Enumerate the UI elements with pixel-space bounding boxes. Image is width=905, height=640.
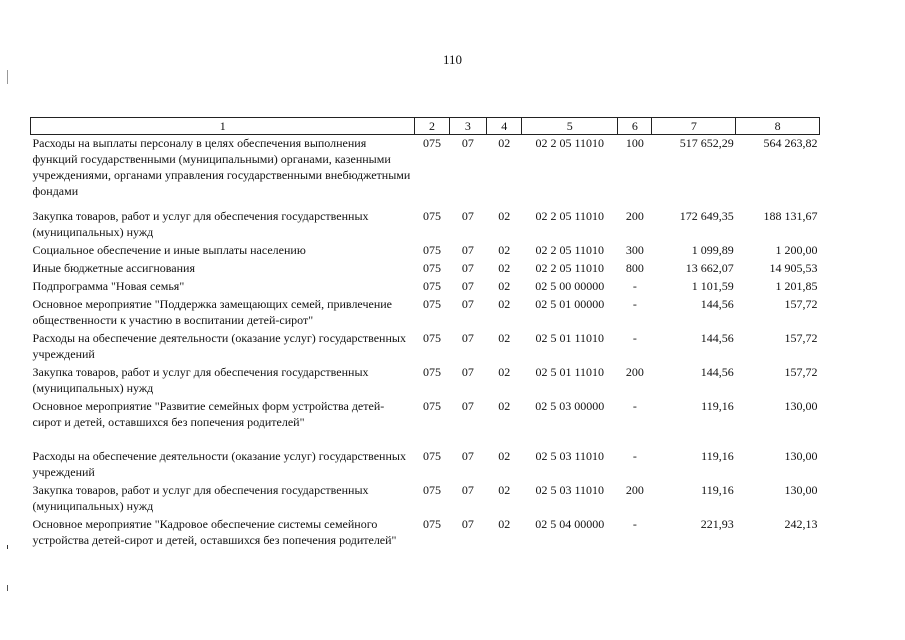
table-row	[31, 201, 820, 242]
cell-amount-col8: 564 263,82	[763, 136, 818, 150]
cell-subsection: 02	[498, 136, 511, 150]
cell-expense-type: -	[632, 399, 637, 413]
table-row	[31, 330, 820, 364]
cell-section: 07	[461, 261, 474, 275]
cell-amount-col7: 144,56	[700, 297, 734, 311]
row-name: Закупка товаров, работ и услуг для обеспечения государственных (муниципальных) нужд	[32, 483, 369, 513]
table-row	[31, 432, 820, 482]
table-row	[31, 398, 820, 432]
cell-target-article: 02 5 01 00000	[535, 297, 605, 311]
header-cell: 4	[487, 118, 522, 135]
row-name: Основное мероприятие "Кадровое обеспечение системы семейного устройства детей-сирот и детей, оставшихся без попечения родителей"	[32, 517, 397, 547]
cell-ministry: 075	[423, 399, 442, 413]
header-cell: 1	[31, 118, 415, 135]
row-name: Социальное обеспечение и иные выплаты населению	[32, 243, 306, 257]
cell-target-article: 02 5 03 11010	[535, 449, 605, 463]
cell-amount-col8: 242,13	[784, 517, 818, 531]
cell-section: 07	[461, 399, 474, 413]
cell-subsection: 02	[498, 209, 511, 223]
cell-target-article: 02 5 00 00000	[535, 279, 605, 293]
cell-ministry: 075	[423, 297, 442, 311]
cell-amount-col7: 221,93	[700, 517, 734, 531]
cell-ministry: 075	[423, 331, 442, 345]
header-cell: 6	[618, 118, 652, 135]
cell-subsection: 02	[498, 517, 511, 531]
table-row	[31, 135, 820, 202]
cell-ministry: 075	[423, 243, 442, 257]
cell-amount-col7: 517 652,29	[679, 136, 734, 150]
row-name: Основное мероприятие "Развитие семейных форм устройства детей-сирот и детей, оставшихся без попечения родителей"	[32, 399, 385, 429]
cell-ministry: 075	[423, 279, 442, 293]
cell-ministry: 075	[423, 517, 442, 531]
cell-section: 07	[461, 279, 474, 293]
cell-amount-col8: 188 131,67	[763, 209, 818, 223]
cell-subsection: 02	[498, 331, 511, 345]
cell-section: 07	[461, 449, 474, 463]
cell-subsection: 02	[498, 297, 511, 311]
cell-target-article: 02 2 05 11010	[535, 243, 605, 257]
cell-subsection: 02	[498, 365, 511, 379]
cell-section: 07	[461, 365, 474, 379]
cell-expense-type: 300	[625, 243, 644, 257]
cell-section: 07	[461, 297, 474, 311]
cell-expense-type: 200	[625, 483, 644, 497]
cell-expense-type: -	[632, 331, 637, 345]
header-cell: 5	[522, 118, 618, 135]
cell-target-article: 02 2 05 11010	[535, 209, 605, 223]
row-name: Подпрограмма "Новая семья"	[32, 279, 185, 293]
cell-amount-col8: 157,72	[784, 297, 818, 311]
table-row	[31, 482, 820, 516]
cell-amount-col8: 130,00	[784, 449, 818, 463]
cell-target-article: 02 5 04 00000	[535, 517, 605, 531]
budget-table	[30, 117, 820, 550]
cell-section: 07	[461, 517, 474, 531]
cell-section: 07	[461, 331, 474, 345]
cell-section: 07	[461, 483, 474, 497]
table-row	[31, 364, 820, 398]
cell-amount-col7: 13 662,07	[685, 261, 734, 275]
cell-expense-type: -	[632, 517, 637, 531]
table-row	[31, 296, 820, 330]
cell-subsection: 02	[498, 483, 511, 497]
table-row	[31, 516, 820, 550]
cell-expense-type: -	[632, 297, 637, 311]
table-row	[31, 260, 820, 278]
table-row	[31, 278, 820, 296]
header-cell: 7	[652, 118, 736, 135]
cell-amount-col7: 172 649,35	[679, 209, 734, 223]
cell-amount-col8: 130,00	[784, 399, 818, 413]
row-name: Иные бюджетные ассигнования	[32, 261, 195, 275]
cell-subsection: 02	[498, 449, 511, 463]
row-name: Расходы на обеспечение деятельности (оказание услуг) государственных учреждений	[32, 449, 406, 479]
cell-target-article: 02 5 01 11010	[535, 331, 605, 345]
table-header-row	[31, 118, 820, 135]
cell-amount-col8: 1 200,00	[775, 243, 818, 257]
row-name: Закупка товаров, работ и услуг для обеспечения государственных (муниципальных) нужд	[32, 209, 369, 239]
cell-subsection: 02	[498, 243, 511, 257]
cell-ministry: 075	[423, 483, 442, 497]
cell-target-article: 02 2 05 11010	[535, 136, 605, 150]
header-cell: 3	[449, 118, 486, 135]
cell-amount-col8: 157,72	[784, 365, 818, 379]
scan-edge-mark	[7, 545, 8, 549]
cell-ministry: 075	[423, 449, 442, 463]
row-name: Основное мероприятие "Поддержка замещающих семей, привлечение общественности к участию в воспитании детей-сирот"	[32, 297, 392, 327]
cell-section: 07	[461, 136, 474, 150]
cell-expense-type: 200	[625, 365, 644, 379]
cell-amount-col7: 1 099,89	[691, 243, 734, 257]
cell-subsection: 02	[498, 261, 511, 275]
cell-amount-col8: 14 905,53	[769, 261, 818, 275]
cell-amount-col7: 119,16	[701, 399, 734, 413]
cell-ministry: 075	[423, 365, 442, 379]
cell-expense-type: 800	[625, 261, 644, 275]
row-name: Расходы на обеспечение деятельности (оказание услуг) государственных учреждений	[32, 331, 406, 361]
table-row	[31, 242, 820, 260]
cell-amount-col8: 1 201,85	[775, 279, 818, 293]
cell-subsection: 02	[498, 279, 511, 293]
cell-ministry: 075	[423, 136, 442, 150]
cell-target-article: 02 5 03 11010	[535, 483, 605, 497]
cell-target-article: 02 5 03 00000	[535, 399, 605, 413]
row-name: Закупка товаров, работ и услуг для обеспечения государственных (муниципальных) нужд	[32, 365, 369, 395]
cell-amount-col8: 130,00	[784, 483, 818, 497]
cell-expense-type: -	[632, 279, 637, 293]
cell-amount-col7: 119,16	[701, 449, 734, 463]
cell-subsection: 02	[498, 399, 511, 413]
page-number: 110	[442, 52, 463, 67]
cell-ministry: 075	[423, 261, 442, 275]
cell-amount-col8: 157,72	[784, 331, 818, 345]
scan-edge-mark	[7, 70, 8, 84]
header-cell: 8	[736, 118, 820, 135]
cell-expense-type: -	[632, 449, 637, 463]
cell-amount-col7: 119,16	[701, 483, 734, 497]
cell-expense-type: 100	[625, 136, 644, 150]
cell-expense-type: 200	[625, 209, 644, 223]
cell-target-article: 02 5 01 11010	[535, 365, 605, 379]
header-cell: 2	[415, 118, 449, 135]
cell-section: 07	[461, 209, 474, 223]
cell-ministry: 075	[423, 209, 442, 223]
row-name: Расходы на выплаты персоналу в целях обеспечения выполнения функций государственными (муниципальными) органами, казенными учреждениями, органами управления государственными внебюджетными фондами	[32, 136, 411, 198]
cell-amount-col7: 144,56	[700, 365, 734, 379]
cell-amount-col7: 1 101,59	[691, 279, 734, 293]
scan-edge-mark	[7, 585, 8, 591]
cell-target-article: 02 2 05 11010	[535, 261, 605, 275]
cell-amount-col7: 144,56	[700, 331, 734, 345]
cell-section: 07	[461, 243, 474, 257]
